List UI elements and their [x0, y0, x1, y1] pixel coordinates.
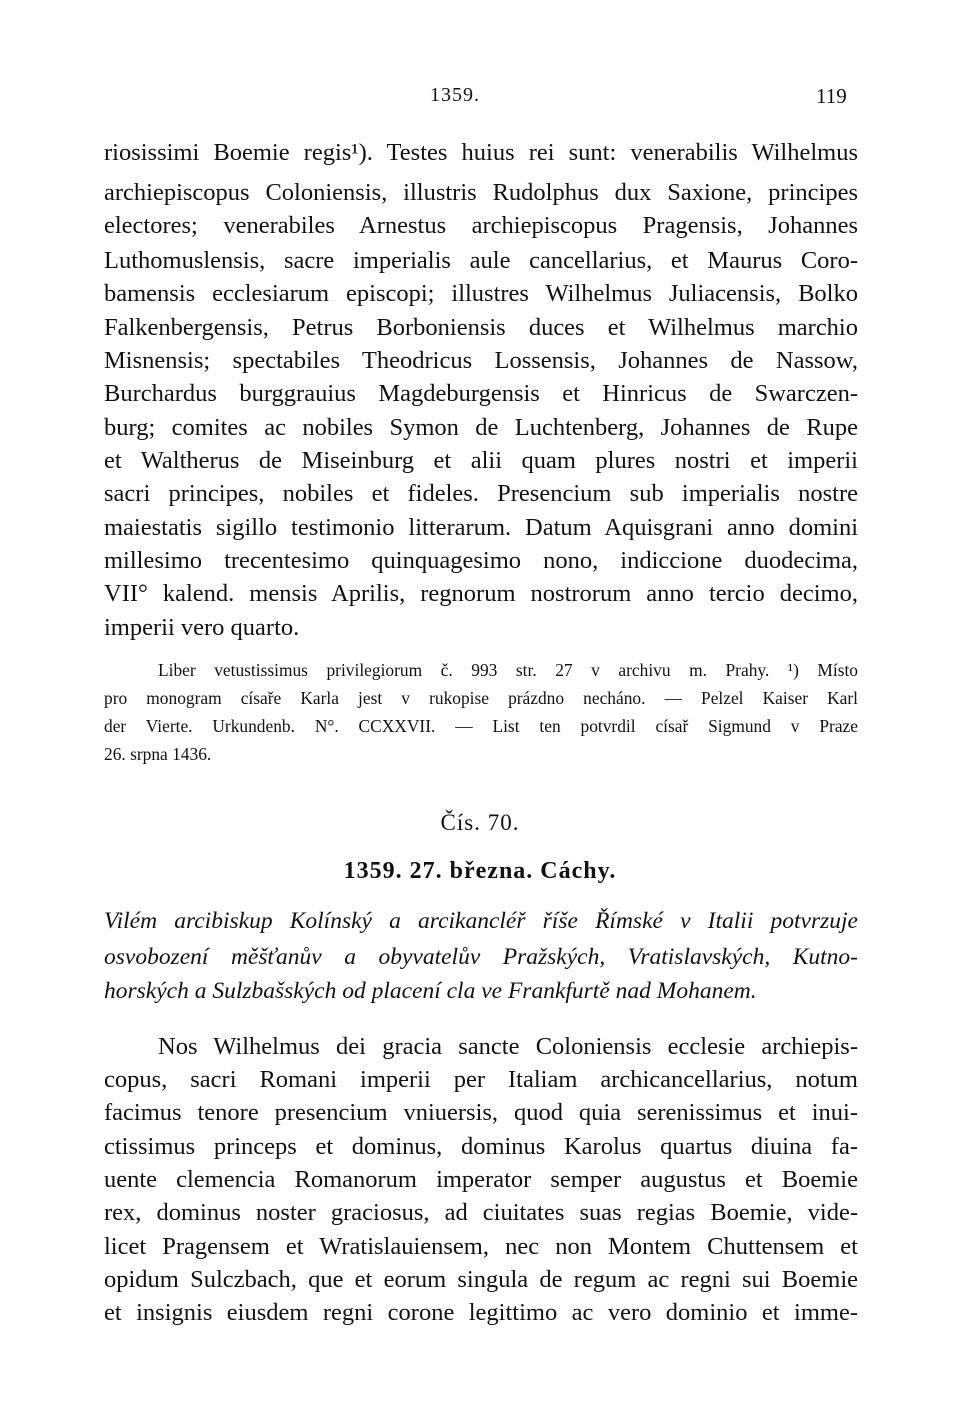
text-line: Misnensis; spectabiles Theodricus Lossensis, Johannes de Nassow,: [104, 347, 858, 374]
note-line: 26. srpna 1436.: [104, 744, 212, 764]
text-line: bamensis ecclesiarum episcopi; illustres Wilhelmus Juliacensis, Bolko: [104, 280, 858, 307]
body-line: opidum Sulczbach, que et eorum singula de regum ac regni sui Boemie: [104, 1266, 858, 1293]
text-line: et Waltherus de Miseinburg et alii quam plures nostri et imperii: [104, 447, 858, 474]
note-line: Liber vetustissimus privilegiorum č. 993 str. 27 v archivu m. Prahy. ¹) Místo: [158, 660, 858, 680]
text-line: VII° kalend. mensis Aprilis, regnorum nostrorum anno tercio decimo,: [104, 580, 858, 607]
document-number: Čís. 70.: [440, 810, 520, 835]
body-line: et insignis eiusdem regni corone legittimo ac vero dominio et imme-: [104, 1299, 858, 1326]
text-line: burg; comites ac nobiles Symon de Luchtenberg, Johannes de Rupe: [104, 414, 858, 441]
text-line: riosissimi Boemie regis¹). Testes huius rei sunt: venerabilis Wilhelmus: [104, 139, 858, 166]
text-line: archiepiscopus Coloniensis, illustris Rudolphus dux Saxione, principes: [104, 179, 858, 206]
text-line: imperii vero quarto.: [104, 614, 300, 641]
body-line: copus, sacri Romani imperii per Italiam archicancellarius, notum: [104, 1066, 858, 1093]
body-line: Nos Wilhelmus dei gracia sancte Coloniensis ecclesie archiepis-: [158, 1033, 858, 1060]
note-line: der Vierte. Urkundenb. N°. CCXXVII. — List ten potvrdil císař Sigmund v Praze: [104, 716, 858, 736]
text-line: electores; venerabiles Arnestus archiepiscopus Pragensis, Johannes: [104, 212, 858, 239]
text-line: maiestatis sigillo testimonio litterarum. Datum Aquisgrani anno domini: [104, 514, 858, 541]
body-line: facimus tenore presencium vniuersis, quod quia serenissimus et inui-: [104, 1099, 858, 1126]
regest-line: Vilém arcibiskup Kolínský a arcikancléř říše Římské v Italii potvrzuje: [104, 908, 858, 934]
text-line: millesimo trecentesimo quinquagesimo nono, indiccione duodecima,: [104, 547, 858, 574]
text-line: Falkenbergensis, Petrus Borboniensis duces et Wilhelmus marchio: [104, 314, 858, 341]
text-line: Burchardus burggrauius Magdeburgensis et Hinricus de Swarczen-: [104, 380, 858, 407]
body-line: licet Pragensem et Wratislauiensem, nec non Montem Chuttensem et: [104, 1233, 858, 1260]
regest-line: osvobození měšťanův a obyvatelův Pražských, Vratislavských, Kutno-: [104, 944, 858, 970]
regest-line: horských a Sulzbašských od placení cla ve Frankfurtě nad Mohanem.: [104, 978, 757, 1004]
running-header-year: 1359.: [430, 84, 480, 106]
text-line: Luthomuslensis, sacre imperialis aule cancellarius, et Maurus Coro-: [104, 247, 858, 274]
page-number: 119: [816, 84, 847, 108]
body-line: rex, dominus noster graciosus, ad ciuitates suas regias Boemie, vide-: [104, 1199, 858, 1226]
note-line: pro monogram císaře Karla jest v rukopise prázdno necháno. — Pelzel Kaiser Karl: [104, 688, 858, 708]
document-date-heading: 1359. 27. března. Cáchy.: [343, 858, 617, 884]
body-line: ctissimus princeps et dominus, dominus Karolus quartus diuina fa-: [104, 1133, 858, 1160]
body-line: uente clemencia Romanorum imperator semper augustus et Boemie: [104, 1166, 858, 1193]
text-line: sacri principes, nobiles et fideles. Presencium sub imperialis nostre: [104, 480, 858, 507]
